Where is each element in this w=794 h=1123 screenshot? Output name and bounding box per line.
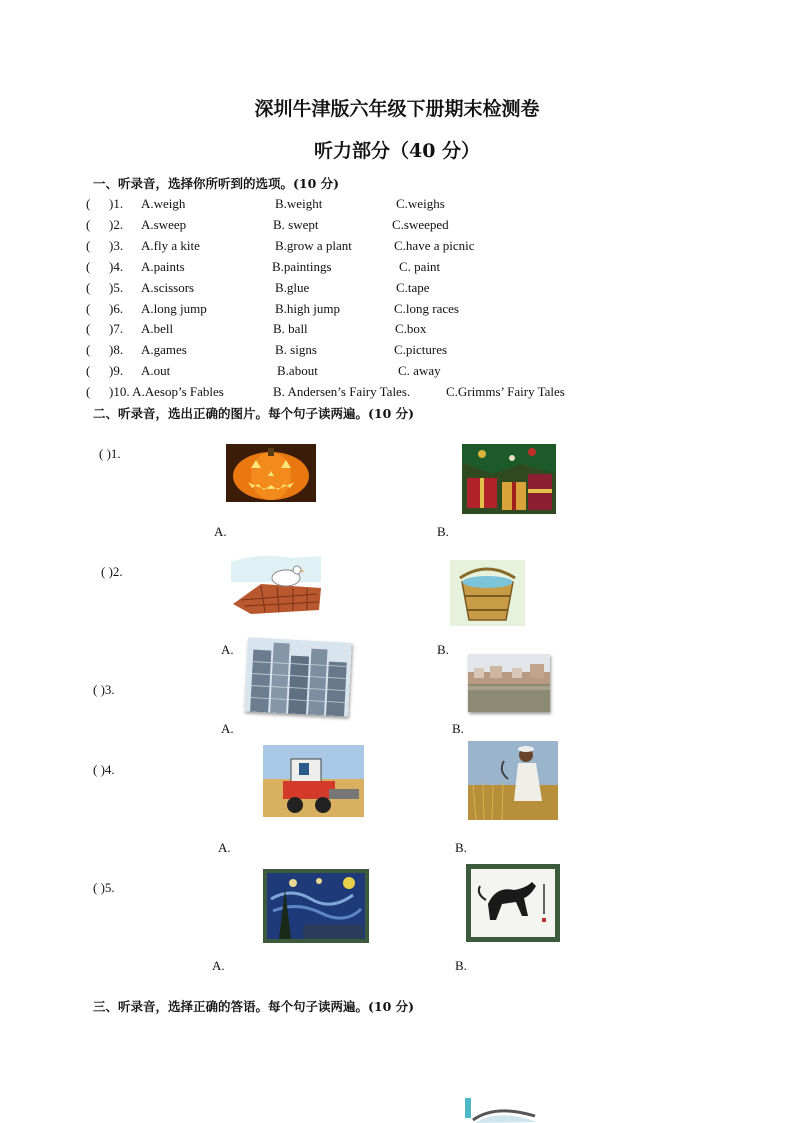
question-number: )4. [109,258,124,274]
option-c: C.sweeped [392,216,449,232]
tall-buildings-image [244,637,352,716]
option-a: A.sweep [141,216,187,232]
answer-bracket-open[interactable]: ( [86,321,91,337]
option-c: C.tape [396,279,430,295]
question-number: )2. [109,216,124,232]
question-number: )9. [109,363,124,379]
page-subtitle: 听力部分（40 分） [313,140,481,162]
bird-on-roof-image [231,552,321,616]
option-a: A.weigh [141,196,186,211]
q2-option-b-label: B. [437,642,449,657]
q3-option-b-label: B. [452,721,464,736]
option-b: B.weight [275,196,323,211]
answer-bracket-open[interactable]: ( [86,237,91,253]
section3-heading: 三、听录音，选择正确的答语。每个句子读两遍。(10 分) [93,999,415,1014]
q2-number: ( )2. [101,564,123,579]
pumpkin-lantern-image [226,444,316,502]
question-number: )6. [109,300,124,316]
q5-number: ( )5. [93,880,115,895]
option-a: A.fly a kite [141,237,200,253]
option-c: C. away [398,363,441,379]
q3-number: ( )3. [93,682,115,697]
option-a: A.scissors [141,279,195,295]
q1-number: ( )1. [99,446,121,461]
answer-bracket-open[interactable]: ( [86,342,91,358]
harvester-machine-image [263,745,364,817]
q4-number: ( )4. [93,762,115,777]
water-bucket-image [450,560,525,626]
q1-option-b-label: B. [437,524,449,539]
question-number: )7. [109,321,124,337]
option-a: A.paints [141,258,185,274]
question-number: )1. [109,196,124,211]
question-number: )10. A.Aesop’s Fables [109,384,224,400]
option-b: B. Andersen’s Fairy Tales. [273,384,411,400]
village-river-image [468,654,550,712]
answer-bracket-open[interactable]: ( [86,216,91,232]
answer-bracket-open[interactable]: ( [86,384,91,400]
farmer-sickle-image [468,741,558,820]
answer-bracket-open[interactable]: ( [86,300,91,316]
page-title: 深圳牛津版六年级下册期末检测卷 [254,98,540,120]
option-b: B.glue [275,279,310,295]
starry-night-painting-image [263,869,369,943]
answer-bracket-open[interactable]: ( [86,279,91,295]
partial-bottom-image [465,1098,539,1123]
q1-option-a-label: A. [214,524,227,539]
answer-bracket-open[interactable]: ( [86,196,91,211]
option-b: B. ball [273,321,308,337]
christmas-presents-image [462,444,556,514]
q3-option-a-label: A. [221,721,234,736]
section2-heading: 二、听录音，选出正确的图片。每个句子读两遍。(10 分) [93,406,415,421]
option-a: A.games [141,342,187,358]
question-number: )3. [109,237,124,253]
option-b: B.high jump [275,300,341,316]
question-number: )5. [109,279,124,295]
q5-option-a-label: A. [212,958,225,973]
option-c: C.have a picnic [394,237,475,253]
answer-bracket-open[interactable]: ( [86,363,91,379]
answer-bracket-open[interactable]: ( [86,258,91,274]
option-b: B.grow a plant [275,237,352,253]
option-b: B.about [277,363,318,379]
option-c: C. paint [399,258,441,274]
option-b: B. swept [273,216,319,232]
option-a: A.long jump [141,300,207,316]
option-b: B. signs [275,342,317,358]
option-b: B.paintings [272,258,332,274]
q5-option-b-label: B. [455,958,467,973]
option-c: C.Grimms’ Fairy Tales [446,384,565,400]
option-a: A.bell [141,321,174,337]
option-c: C.long races [394,300,459,316]
q4-option-a-label: A. [218,840,231,855]
section1-heading: 一、听录音，选择你所听到的选项。(10 分) [93,176,340,191]
option-a: A.out [141,363,171,379]
horse-ink-painting-image [466,864,560,942]
option-c: C.weighs [396,196,445,211]
q2-option-a-label: A. [221,642,234,657]
option-c: C.pictures [394,342,448,358]
question-number: )8. [109,342,124,358]
q4-option-b-label: B. [455,840,467,855]
option-c: C.box [395,321,427,337]
